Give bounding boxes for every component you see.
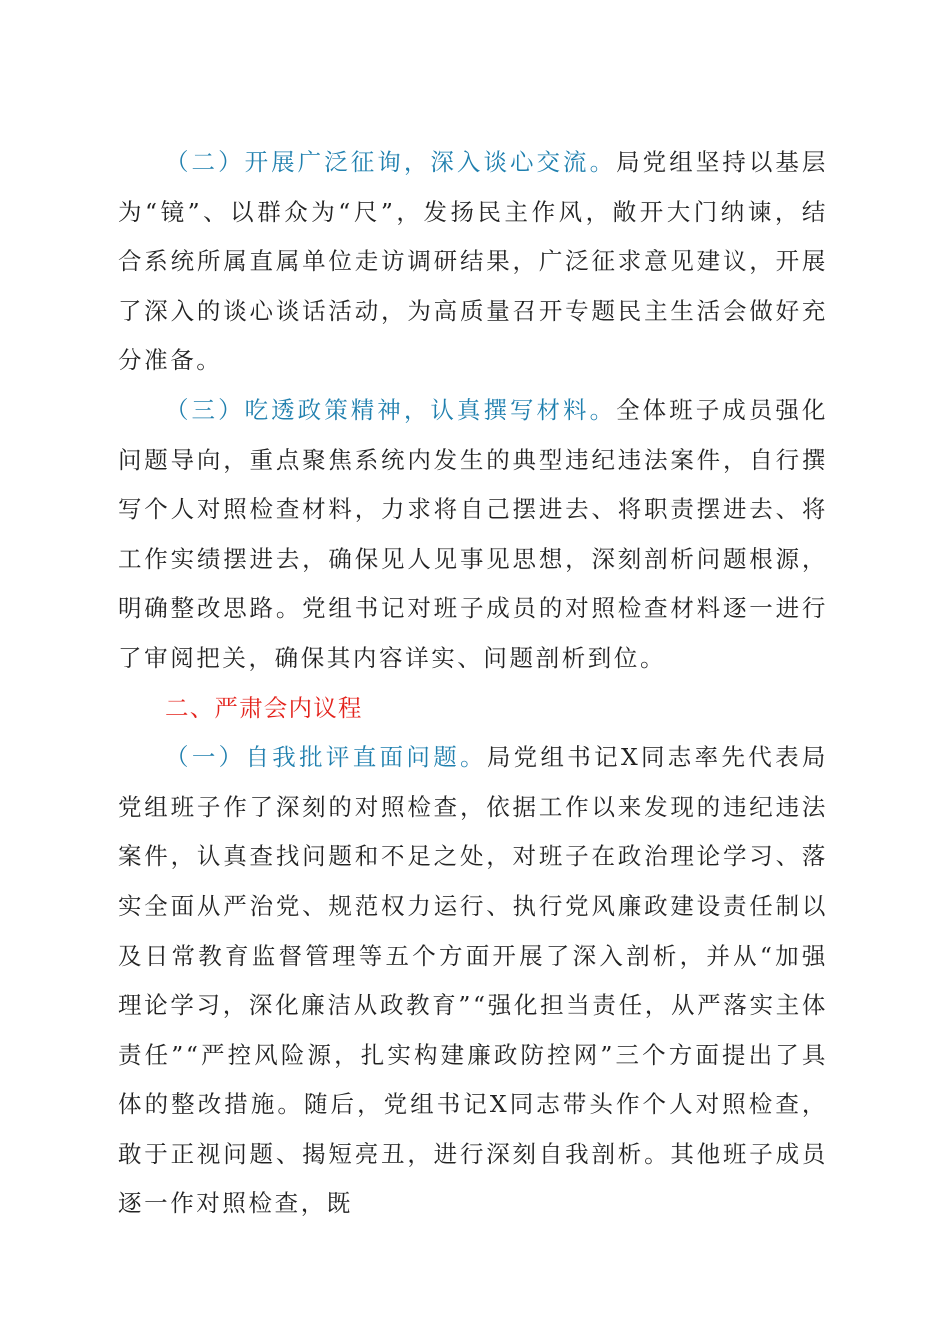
subheading-consultation: （二）开展广泛征询，深入谈心交流。 (165, 148, 617, 176)
subheading-materials: （三）吃透政策精神，认真撰写材料。 (165, 395, 617, 424)
subheading-self-criticism: （一）自我批评直面问题。 (165, 743, 487, 772)
paragraph-self-criticism-text: 局党组书记X同志率先代表局党组班子作了深刻的对照检查，依据工作以来发现的违纪违法案件，认真查找问题和不足之处，对班子在政治理论学习、落实全面从严治党、规范权力运行、执行党风廉政建设责任制以及日常教育监督管理等五个方面开展了深入剖析，并从“加强理论学习，深化廉洁从政教育”“强化担当责任，从严落实主体责任”“严控风险源，扎实构建廉政防控网”三个方面提出了具体的整改措施。随后，党组书记X同志带头作个人对照检查，敢于正视问题、揭短亮丑，进行深刻自我剖析。其他班子成员逐一作对照检查，既 (118, 743, 829, 1218)
paragraph-consultation-text: 局党组坚持以基层为“镜”、以群众为“尺”，发扬民主作风，敞开大门纳谏，结合系统所属直属单位走访调研结果，广泛征求意见建议，开展了深入的谈心谈话活动，为高质量召开专题民主生活会做好充分准备。 (118, 148, 828, 375)
paragraph-self-criticism (118, 733, 828, 1229)
paragraph-consultation (118, 138, 828, 386)
paragraph-materials (118, 386, 828, 684)
section-heading-agenda: 二、严肃会内议程 (165, 693, 363, 722)
document-body (118, 138, 828, 1229)
paragraph-materials-text: 全体班子成员强化问题导向，重点聚焦系统内发生的典型违纪违法案件，自行撰写个人对照检查材料，力求将自己摆进去、将职责摆进去、将工作实绩摆进去，确保见人见事见思想，深刻剖析问题根源，明确整改思路。党组书记对班子成员的对照检查材料逐一进行了审阅把关，确保其内容详实、问题剖析到位。 (118, 395, 828, 672)
